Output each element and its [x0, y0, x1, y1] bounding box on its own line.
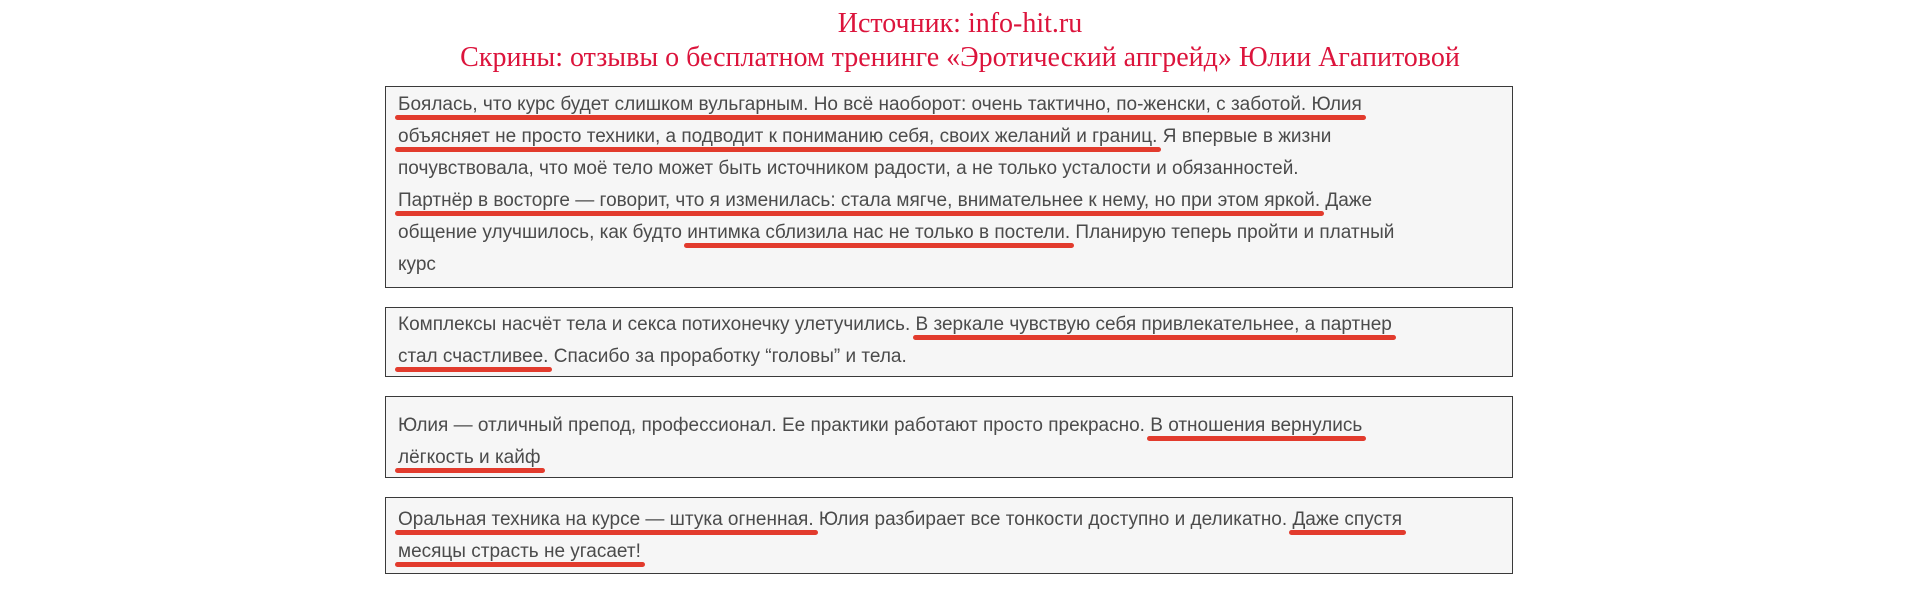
review-card — [385, 396, 1513, 478]
underlined-phrase: месяцы страсть не угасает! — [398, 541, 641, 562]
page-header — [0, 0, 1920, 75]
underlined-phrase: объясняет не просто техники, а подводит к пониманию себя, своих желаний и границ. — [398, 126, 1158, 147]
underlined-phrase: Оральная техника на курсе — штука огненная. — [398, 509, 814, 530]
review-line — [398, 185, 1500, 217]
review-line — [398, 89, 1500, 121]
review-line — [398, 249, 1500, 281]
underlined-phrase: В зеркале чувствую себя привлекательнее, а партнер — [915, 314, 1392, 335]
reviews-list — [385, 86, 1513, 593]
text-segment: Юлия — отличный препод, профессионал. Ее практики работают просто прекрасно. — [398, 415, 1151, 436]
review-line — [398, 536, 1500, 568]
underlined-phrase: Даже спустя — [1292, 509, 1402, 530]
text-segment: Планирую теперь пройти и платный — [1070, 222, 1395, 243]
review-card — [385, 86, 1513, 288]
text-segment: общение улучшилось, как будто — [398, 222, 688, 243]
review-line — [398, 217, 1500, 249]
review-line — [398, 410, 1500, 442]
underlined-phrase: Партнёр в восторге — говорит, что я изменилась: стала мягче, внимательнее к нему, но при этом яркой. — [398, 190, 1321, 211]
source-line: Источник: info-hit.ru — [837, 8, 1083, 39]
review-line — [398, 442, 1500, 474]
text-segment: Спасибо за проработку “головы” и тела. — [548, 346, 907, 367]
review-card — [385, 497, 1513, 574]
underlined-phrase: стал счастливее. — [398, 346, 549, 367]
text-segment: почувствовала, что моё тело может быть источником радости, а не только усталости и обязанностей. — [398, 158, 1299, 179]
underlined-phrase: интимка сблизила нас не только в постели. — [687, 222, 1071, 243]
review-line — [398, 504, 1500, 536]
caption-line: Скрины: отзывы о бесплатном тренинге «Эротический апгрейд» Юлии Агапитовой — [460, 42, 1460, 73]
review-line — [398, 121, 1500, 153]
text-segment: Комплексы насчёт тела и секса потихонечку улетучились. — [398, 314, 916, 335]
text-segment: Даже — [1320, 190, 1373, 211]
text-segment: Я впервые в жизни — [1157, 126, 1332, 147]
review-card — [385, 307, 1513, 377]
review-line — [398, 309, 1500, 341]
text-segment: курс — [398, 254, 436, 275]
underlined-phrase: лёгкость и кайф — [398, 447, 541, 468]
review-line — [398, 341, 1500, 373]
underlined-phrase: Боялась, что курс будет слишком вульгарным. Но всё наоборот: очень тактично, по-женски, с заботой. Юлия — [398, 94, 1362, 115]
review-line — [398, 153, 1500, 185]
text-segment: Юлия разбирает все тонкости доступно и деликатно. — [813, 509, 1293, 530]
underlined-phrase: В отношения вернулись — [1150, 415, 1363, 436]
